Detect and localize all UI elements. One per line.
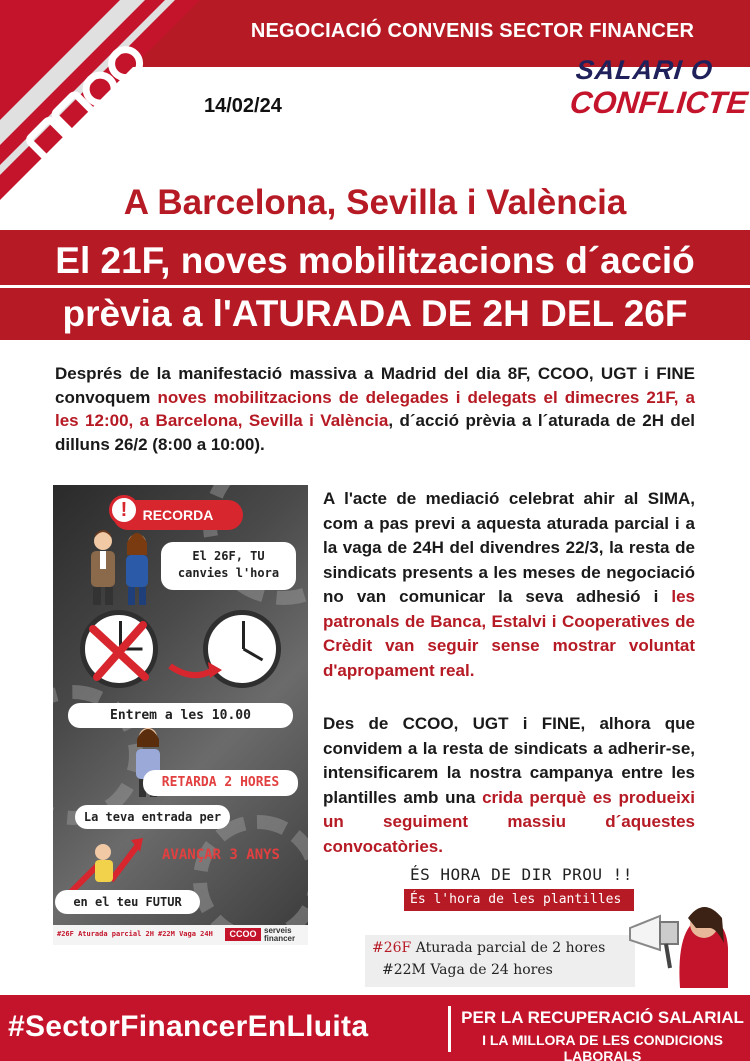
headline-line2: prèvia a l'ATURADA DE 2H DEL 26F	[62, 293, 688, 334]
poster-footer-text: #26F Aturada parcial 2H	[57, 930, 154, 938]
footer-line1: PER LA RECUPERACIÓ SALARIAL	[461, 1008, 744, 1027]
es-hora-text: ÉS HORA DE DIR PROU !!	[410, 865, 633, 884]
para3-text: Des de CCOO, UGT i FINE, alhora que convidem a la resta de sindicats a adherir-se, intensificarem la nostra campanya entre les plantilles amb una	[323, 714, 695, 807]
people-icon	[81, 527, 161, 607]
locations-title: A Barcelona, Sevilla i València	[123, 183, 627, 222]
intro-text-end: , d´acció prèvia a l´aturada de 2H del dilluns 26/2 (8:00 a 10:00).	[55, 411, 695, 454]
para2-highlight: les patronals de Banca, Estalvi i Cooperatives de Crèdit van seguir sense mostrar voluntat d'apropament real.	[323, 587, 695, 680]
megaphone-woman-icon	[620, 888, 728, 988]
header-title: NEGOCIACIÓ CONVENIS SECTOR FINANCER	[250, 20, 695, 42]
intro-highlight: noves mobilitzacions de delegades i delegats el dimecres 21F, a les 12:00, a Barcelona, Sevilla i València	[55, 387, 695, 430]
intro-paragraph	[55, 362, 695, 456]
cross-icon	[83, 615, 155, 687]
mediation-paragraph	[323, 487, 695, 683]
reminder-card	[161, 542, 296, 590]
para2-text: A l'acte de mediació celebrat ahir al SIMA, com a pas previ a aquesta aturada parcial i a la vaga de 24H del divendres 22/3, la resta de sindicats presents a les meses de negociació no van comunicar la seva adhesió i	[323, 489, 695, 606]
poster-serveis	[264, 927, 295, 943]
recorda-label: RECORDA	[113, 500, 243, 530]
serveis-text: serveis	[264, 926, 292, 935]
footer-line2: I LA MILLORA DE LES CONDICIONS LABORALS	[482, 1032, 723, 1061]
para3-highlight: crida perquè es produeixi un seguiment massiu d´aquestes convocatòries.	[323, 787, 695, 856]
tag-26f: #26F	[372, 940, 412, 956]
retarda-label: RETARDA 2 HORES	[143, 770, 298, 796]
entrem-card: Entrem a les 10.00	[68, 703, 293, 728]
plantilles-banner: És l'hora de les plantilles	[404, 889, 634, 911]
slogan-line1: SALARI O	[574, 55, 715, 85]
poster-ccoo-logo: CCOO	[225, 928, 261, 941]
entrada-card: La teva entrada per	[75, 805, 230, 829]
arrow-icon	[168, 660, 223, 680]
slogan	[568, 55, 750, 125]
headline-divider	[0, 285, 750, 288]
vaga-line: #22M Vaga de 24 hores	[382, 962, 553, 978]
footer-hashtag: #SectorFinancerEnLluita	[8, 1010, 369, 1043]
futur-card: en el teu FUTUR	[55, 890, 200, 914]
card-line: canvies l'hora	[177, 566, 280, 580]
headline-line1: El 21F, noves mobilitzacions d´acció	[55, 240, 695, 281]
aturada-text: Aturada parcial de 2 hores	[411, 940, 606, 956]
slogan-line2: CONFLICTE	[568, 85, 750, 120]
date: 14/02/24	[204, 95, 282, 117]
aturada-line	[372, 940, 605, 956]
card-line: El 26F, TU	[192, 549, 265, 563]
poster-footer-text: #22M Vaga 24H	[158, 930, 213, 938]
ccoo-logo	[0, 0, 200, 200]
campaign-paragraph	[323, 712, 695, 859]
financer-text: financer	[264, 934, 296, 943]
intro-text: Després de la manifestació massiva a Madrid del dia 8F, CCOO, UGT i FINE convoquem	[55, 364, 695, 407]
alert-icon: !	[109, 495, 139, 525]
poster-footer	[53, 925, 308, 945]
avancar-label: AVANÇAR 3 ANYS	[161, 847, 280, 863]
footer-divider	[448, 1006, 451, 1052]
campaign-poster	[53, 485, 308, 945]
